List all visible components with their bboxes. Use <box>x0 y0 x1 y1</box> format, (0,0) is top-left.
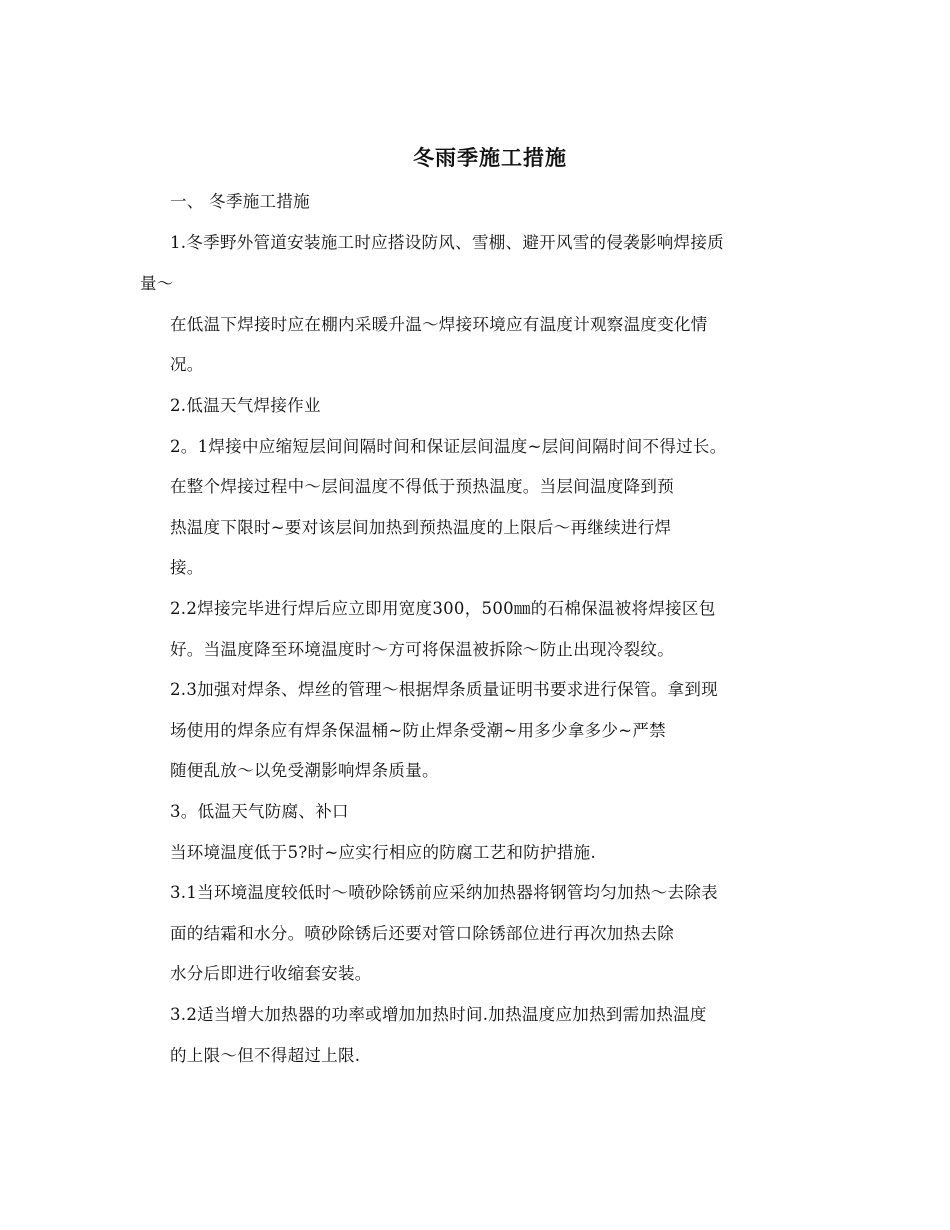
paragraph-line: 场使用的焊条应有焊条保温桶~防止焊条受潮~用多少拿多少~严禁 <box>170 721 666 740</box>
paragraph-line: 2.2焊接完毕进行焊后应立即用宽度300，500㎜的石棉保温被将焊接区包 <box>170 599 716 618</box>
paragraph-line: 好。当温度降至环境温度时～方可将保温被拆除～防止出现冷裂纹。 <box>170 640 674 659</box>
paragraph-line: 热温度下限时~要对该层间加热到预热温度的上限后～再继续进行焊 <box>170 518 672 537</box>
paragraph-line: 水分后即进行收缩套安装。 <box>170 964 372 983</box>
section-heading: 3。低温天气防腐、补口 <box>170 802 349 821</box>
paragraph-line: 接。 <box>170 558 204 577</box>
paragraph-line: 2。1焊接中应缩短层间间隔时间和保证层间温度~层间间隔时间不得过长。 <box>170 437 727 456</box>
paragraph-line: 2.3加强对焊条、焊丝的管理～根据焊条质量证明书要求进行保管。拿到现 <box>170 680 718 699</box>
paragraph-line: 3.2适当增大加热器的功率或增加加热时间.加热温度应加热到需加热温度 <box>170 1005 707 1024</box>
paragraph-line: 况。 <box>170 355 204 374</box>
paragraph-line: 量～ <box>140 274 174 293</box>
paragraph-line: 面的结霜和水分。喷砂除锈后还要对管口除锈部位进行再次加热去除 <box>170 924 674 943</box>
paragraph-line: 的上限～但不得超过上限. <box>170 1046 361 1065</box>
section-heading: 2.低温天气焊接作业 <box>170 396 321 415</box>
paragraph-line: 当环境温度低于5?时~应实行相应的防腐工艺和防护措施. <box>170 843 597 862</box>
paragraph-line: 1.冬季野外管道安装施工时应搭设防风、雪棚、避开风雪的侵袭影响焊接质 <box>170 233 724 252</box>
section-heading: 一、 冬季施工措施 <box>170 192 310 211</box>
document-title: 冬雨季施工措施 <box>413 145 567 170</box>
paragraph-line: 在整个焊接过程中～层间温度不得低于预热温度。当层间温度降到预 <box>170 477 674 496</box>
paragraph-line: 3.1当环境温度较低时～喷砂除锈前应采纳加热器将钢管均匀加热～去除表 <box>170 883 718 902</box>
paragraph-line: 随便乱放～以免受潮影响焊条质量。 <box>170 761 439 780</box>
paragraph-line: 在低温下焊接时应在棚内采暖升温～焊接环境应有温度计观察温度变化情 <box>170 315 708 334</box>
